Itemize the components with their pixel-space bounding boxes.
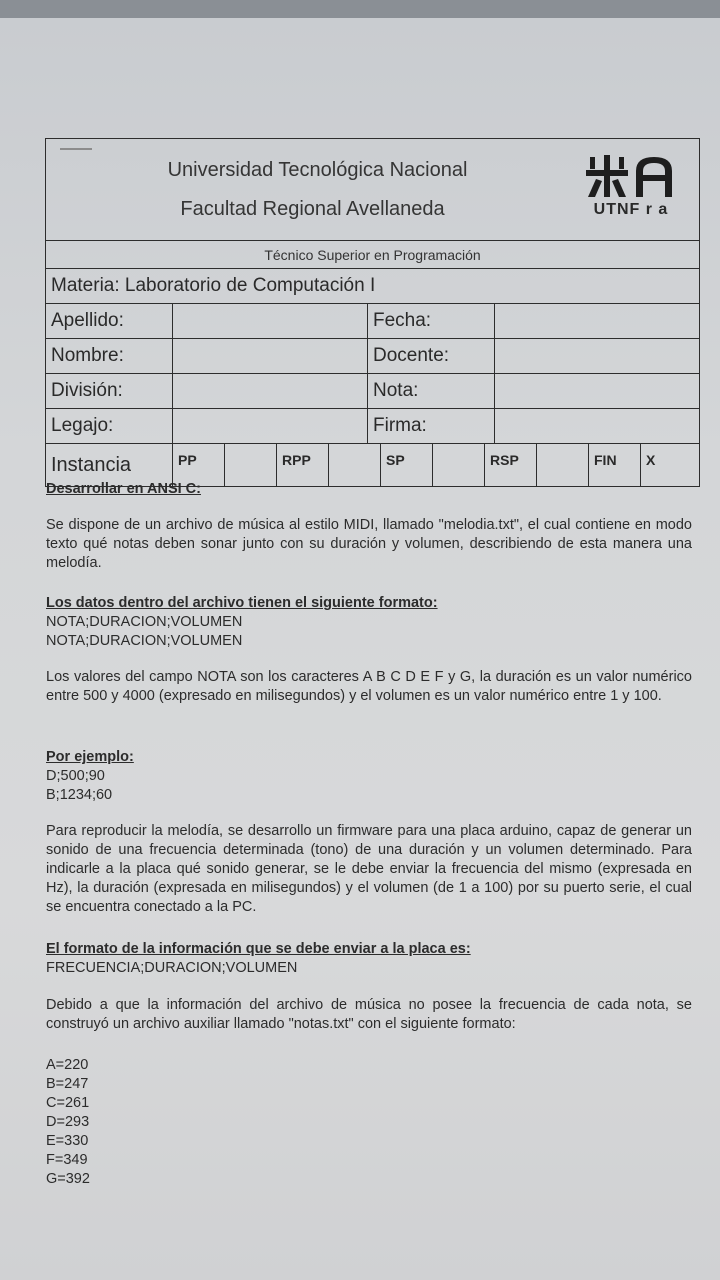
- firma-field: [495, 409, 699, 443]
- field-row-legajo: [46, 409, 699, 444]
- firma-label: Firma:: [368, 409, 495, 443]
- exam-sheet: [0, 18, 720, 1280]
- utn-emblem-icon: [584, 153, 678, 199]
- field-row-apellido: [46, 304, 699, 339]
- instancia-code-rsp: RSP: [485, 444, 537, 486]
- notes-paragraph: Debido a que la información del archivo de música no posee la frecuencia de cada nota, se construyó un archivo auxiliar llamado "notas.txt" con el siguiente formato:: [46, 997, 692, 1032]
- send-format: FRECUENCIA;DURACION;VOLUMEN: [46, 960, 298, 976]
- example-block: [46, 767, 692, 805]
- legajo-label: Legajo:: [46, 409, 173, 443]
- heading-example: Por ejemplo:: [46, 749, 134, 765]
- title-block: [46, 159, 559, 221]
- note-line: D=293: [46, 1114, 90, 1130]
- format-block: [46, 613, 692, 651]
- title-row: [46, 139, 699, 241]
- example-line: B;1234;60: [46, 787, 113, 803]
- instancia-code-rpp: RPP: [277, 444, 329, 486]
- division-label: División:: [46, 374, 173, 408]
- docente-field: [495, 339, 699, 373]
- note-line: B=247: [46, 1076, 89, 1092]
- header-table: [45, 138, 700, 487]
- field-row-nombre: [46, 339, 699, 374]
- note-line: A=220: [46, 1057, 89, 1073]
- logo-text: UTNF r a: [593, 201, 669, 218]
- firmware-paragraph: Para reproducir la melodía, se desarrollo un firmware para una placa arduino, capaz de generar un sonido de una frecuencia determinada (tono) de una duración y un volumen determinado. Para indicarle a la placa qué sonido generar, se le debe enviar la frecuencia del mismo (expresada en Hz), la duración (expresada en milisegundos) y el volumen (de 1 a 100) por su puerto serie, el cual se encuentra conectado a la PC.: [46, 823, 692, 915]
- faculty-name: Facultad Regional Avellaneda: [180, 198, 445, 220]
- note-line: G=392: [46, 1171, 90, 1187]
- university-name: Universidad Tecnológica Nacional: [167, 159, 468, 181]
- instancia-code-fin: FIN: [589, 444, 641, 486]
- utn-logo: [583, 153, 679, 219]
- heading-format: Los datos dentro del archivo tienen el siguiente formato:: [46, 595, 438, 611]
- nombre-label: Nombre:: [46, 339, 173, 373]
- format-line: NOTA;DURACION;VOLUMEN: [46, 633, 243, 649]
- fecha-label: Fecha:: [368, 304, 495, 338]
- nota-field: [495, 374, 699, 408]
- docente-label: Docente:: [368, 339, 495, 373]
- instancia-label: Instancia: [46, 444, 173, 486]
- example-line: D;500;90: [46, 768, 105, 784]
- heading-send: El formato de la información que se debe enviar a la placa es:: [46, 941, 471, 957]
- legajo-field: [173, 409, 368, 443]
- apellido-label: Apellido:: [46, 304, 173, 338]
- instancia-code-x: X: [646, 452, 656, 468]
- format-line: NOTA;DURACION;VOLUMEN: [46, 614, 243, 630]
- program-label: Técnico Superior en Programación: [264, 246, 481, 263]
- division-field: [173, 374, 368, 408]
- nota-label: Nota:: [368, 374, 495, 408]
- note-line: E=330: [46, 1133, 89, 1149]
- subject-label: Materia: Laboratorio de Computación I: [51, 275, 376, 296]
- apellido-field: [173, 304, 368, 338]
- nombre-field: [173, 339, 368, 373]
- heading-ansi: Desarrollar en ANSI C:: [46, 481, 201, 497]
- subject-row: [46, 269, 699, 304]
- field-row-division: [46, 374, 699, 409]
- intro-paragraph: Se dispone de un archivo de música al estilo MIDI, llamado "melodia.txt", el cual contiene en modo texto qué notas deben sonar junto con su duración y volumen, describiendo de esta manera una melodía.: [46, 517, 692, 571]
- values-paragraph: Los valores del campo NOTA son los caracteres A B C D E F y G, la duración es un valor numérico entre 500 y 4000 (expresado en milisegundos) y el volumen es un valor numérico entre 1 y 100.: [46, 669, 692, 704]
- fecha-field: [495, 304, 699, 338]
- note-line: F=349: [46, 1152, 88, 1168]
- instancia-code-sp: SP: [381, 444, 433, 486]
- notes-list: [46, 1056, 692, 1189]
- note-line: C=261: [46, 1095, 90, 1111]
- instancia-code-pp: PP: [173, 444, 225, 486]
- program-row: [46, 241, 699, 269]
